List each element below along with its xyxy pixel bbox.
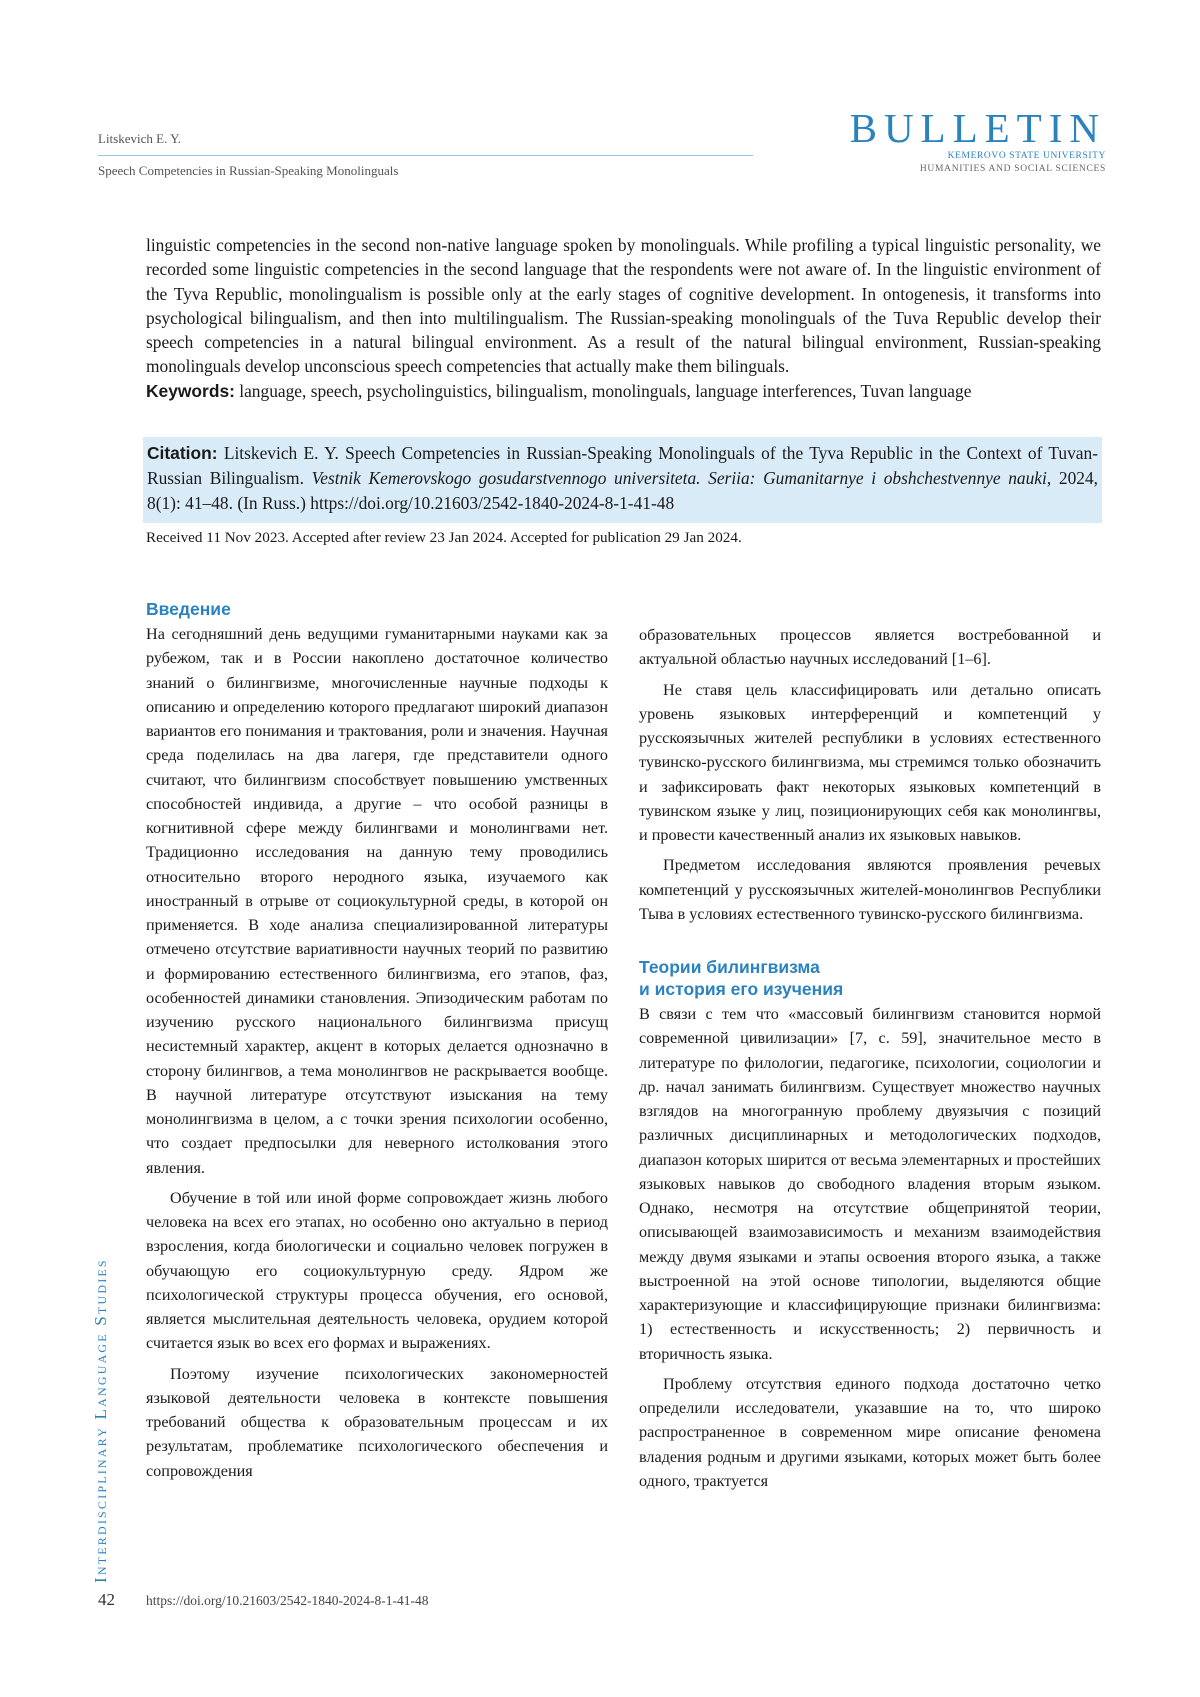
paragraph: На сегодняшний день ведущими гуманитарными науками как за рубежом, так и в России накоплено достаточное количество знаний о билингвизме, многочисленные научные подходы к описанию и определению которого предлагают широкий диапазон вариантов его понимания и трактования, роли и значения. Научная среда поделилась на два лагеря, где представители одного считают, что билингвизм способствует повышению умственных способностей индивида, а другие – что особой разницы в когнитивной сфере между билингвами и монолингвами нет. Традиционно исследования на данную тему проводились относительно второго неродного языка, изучаемого как иностранный в отрыве от социокультурной среды, в которой он применяется. В ходе анализа специализированной литературы отмечено отсутствие вариативности научных теорий по развитию и формированию естественного билингвизма, его этапов, фаз, особенностей динамики становления. Эпизодическим работам по изучению русского национального билингвизма присущ несистемный характер, акцент в которых делается однозначно в сторону билингвов, а тема монолингвов не раскрывается вообще. В научной литературе отсутствуют изыскания на тему монолингвизма в целом, а с точки зрения психологии особенно, что создает предпосылки для неверного истолкования этого явления.	[146, 625, 608, 1177]
citation-tail: , 2024, 8(1): 41–48. (In Russ.) https://doi.org/10.21603/2542-1840-2024-8-1-41-48	[147, 468, 1099, 514]
section-heading-theories	[639, 956, 1101, 1000]
paragraph: Проблему отсутствия единого подхода достаточно четко определили исследователи, указавшие на то, что широко распространенное в современном мире описание феномена владения родным и другими языками, которых может быть более одного, трактуется	[639, 1374, 1101, 1490]
side-journal-label: Interdisciplinary Language Studies	[91, 1258, 110, 1583]
brand-name: BULLETIN	[849, 105, 1106, 151]
paragraph: Не ставя цель классифицировать или детально описать уровень языковых интерференций и компетенций у русскоязычных жителей республики в условиях естественного тувинско-русского билингвизма, мы стремимся только обозначить и зафиксировать факт некоторых языковых компетенций в тувинском языке у лиц, позиционирующих себя как монолингвы, и провести качественный анализ их языковых навыков.	[639, 680, 1101, 844]
abstract-text: linguistic competencies in the second non-native language spoken by monolinguals. While profiling a typical linguistic personality, we recorded some linguistic competencies in the second language that the respondents were not aware of. In the linguistic environment of the Tyva Republic, monolingualism is possible only at the early stages of cognitive development. In ontogenesis, it transforms into psychological bilingualism, and then into multilingualism. The Russian-speaking monolinguals of the Tuva Republic develop their speech competencies in a natural bilingual environment. As a result of the natural bilingual environment, Russian-speaking monolinguals develop unconscious speech competencies that actually make them bilinguals.	[146, 235, 1101, 377]
paragraph: Поэтому изучение психологических закономерностей языковой деятельности человека в контексте повышения требований общества к образовательным процессам и их результатам, проблематике психологического обеспечения и сопровождения	[146, 1364, 608, 1480]
citation-journal: Vestnik Kemerovskogo gosudarstvennogo universiteta. Seriia: Gumanitarnye i obshchestvennye nauki	[311, 468, 1047, 489]
keywords	[146, 379, 1101, 403]
citation-text: Litskevich E. Y. Speech Competencies in Russian-Speaking Monolinguals of the Tyva Republic in the Context of Tuvan-Russian Bilingualism.	[147, 443, 1098, 489]
journal-brand	[846, 105, 1106, 176]
paragraph: Предметом исследования являются проявления речевых компетенций у русскоязычных жителей-монолингвов Республики Тыва в условиях естественного тувинско-русского билингвизма.	[639, 856, 1101, 923]
paragraph: В связи с тем что «массовый билингвизм становится нормой современной цивилизации» [7, с. 59], значительное место в литературе по филологии, педагогике, психологии, социологии и др. начал занимать билингвизм. Существует множество научных взглядов на многогранную проблему двуязычия с позиций различных дисциплинарных и методологических подходов, диапазон которых ширится от весьма элементарных и простейших языковых навыков до свободного владения вторым языком. Однако, несмотря на отсутствие общепринятой теории, описывающей взаимозависимость и механизм взаимодействия между двумя языками и этапы освоения второго языка, а также выстроенной на этой основе типологии, выделяются общие характеризующие и классифицирующие признаки билингвизма: 1) естественность и искусственность; 2) первичность и вторичность языка.	[639, 1005, 1101, 1363]
heading-line: и история его изучения	[639, 979, 844, 999]
paragraph: образовательных процессов является востребованной и актуальной областью научных исследований [1–6].	[639, 626, 1101, 669]
citation-label: Citation:	[147, 443, 218, 463]
paragraph: Обучение в той или иной форме сопровождает жизнь любого человека на всех его этапах, но особенно оно актуально в период взросления, когда биологически и социально человек погружен в обучающую его социокультурную среду. Ядром же психологической структуры процесса обучения, его основой, является мыслительная деятельность человека, орудием которой считается язык во всех его формах и выражениях.	[146, 1188, 608, 1353]
running-title: Speech Competencies in Russian-Speaking Monolinguals	[98, 163, 399, 178]
header-rule	[98, 155, 753, 156]
keywords-label: Keywords:	[146, 380, 235, 401]
heading-line: Теории билингвизма	[639, 957, 820, 977]
left-column	[146, 598, 608, 1489]
footer-doi[interactable]: https://doi.org/10.21603/2542-1840-2024-8-1-41-48	[146, 1593, 429, 1608]
citation-box	[143, 437, 1102, 523]
brand-university: KEMEROVO STATE UNIVERSITY	[947, 151, 1106, 161]
right-column	[639, 623, 1101, 1499]
section-heading-intro: Введение	[146, 599, 231, 619]
running-author: Litskevich E. Y.	[98, 131, 182, 146]
brand-section: HUMANITIES AND SOCIAL SCIENCES	[919, 164, 1106, 174]
received-dates: Received 11 Nov 2023. Accepted after review 23 Jan 2024. Accepted for publication 29 Jan 2024.	[146, 529, 742, 546]
abstract	[146, 233, 1101, 403]
page-number: 42	[98, 1590, 115, 1609]
keywords-list: language, speech, psycholinguistics, bilingualism, monolinguals, language interferences, Tuvan language	[234, 380, 972, 401]
